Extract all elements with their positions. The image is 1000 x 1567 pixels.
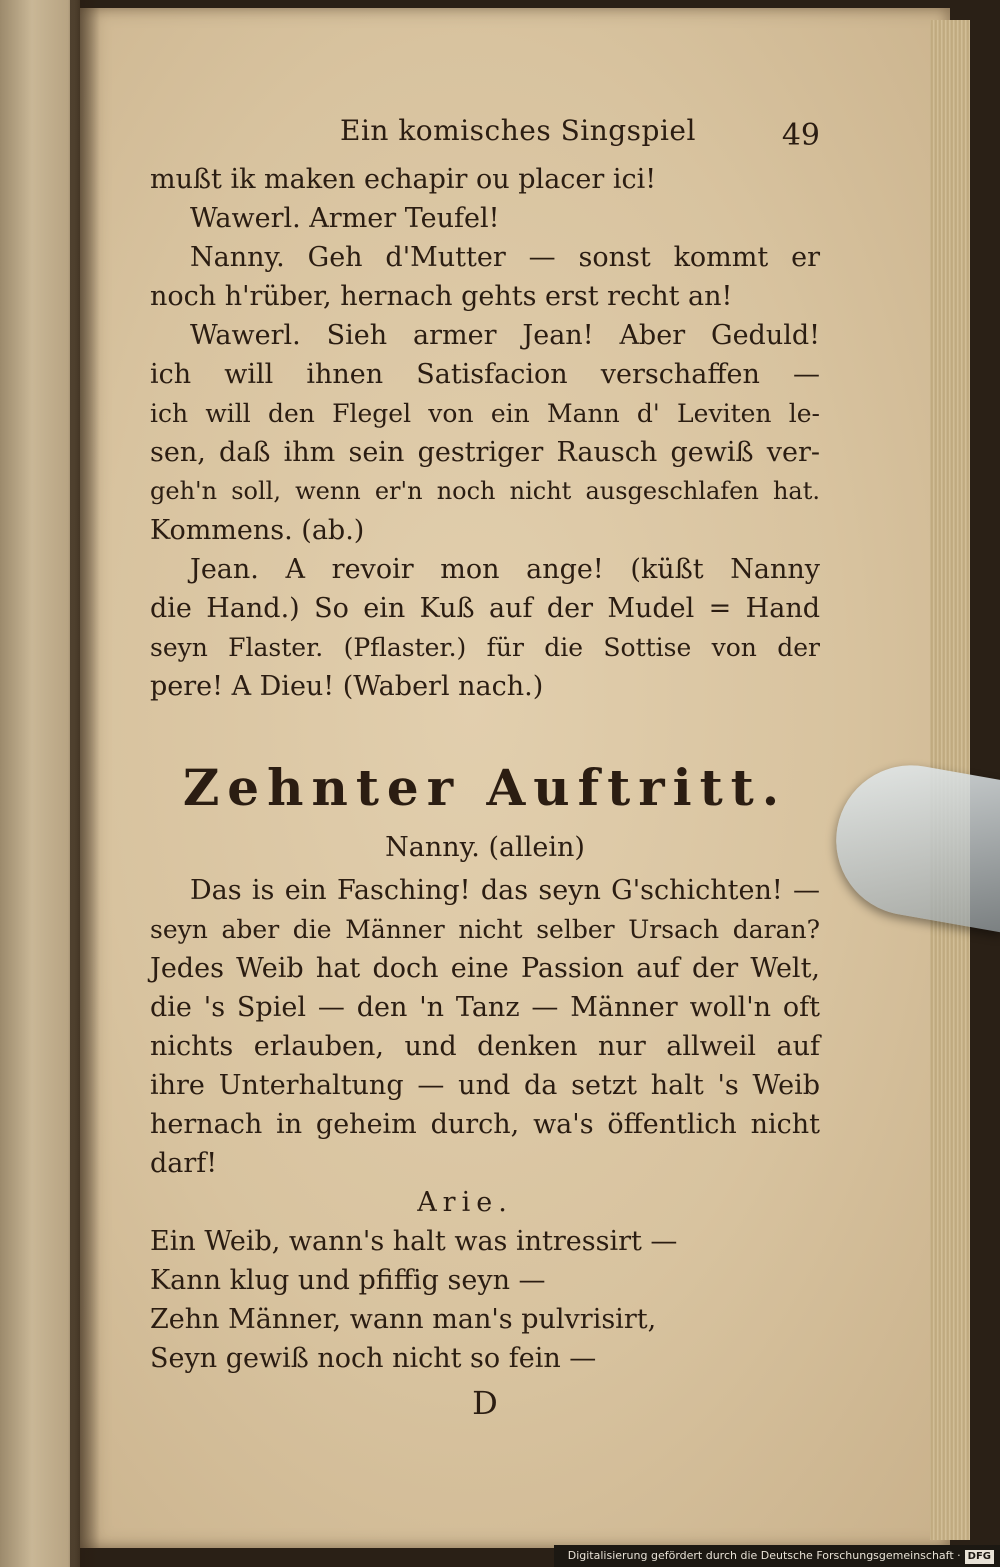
- text-line: Kommens. (ab.): [150, 515, 365, 546]
- text-line: die 's Spiel — den 'n Tanz — Männer woll'n oft: [150, 992, 820, 1023]
- text-line: seyn Flaster. (Pflaster.) für die Sottise von der: [150, 633, 820, 662]
- text-line: Das is ein Fasching! das seyn G'schichten! —: [190, 875, 820, 906]
- aria-line: Ein Weib, wann's halt was intressirt —: [150, 1226, 678, 1257]
- scene-heading: Zehnter Auftritt.: [182, 758, 788, 817]
- aria-line: Seyn gewiß noch nicht so fein —: [150, 1343, 597, 1374]
- text-line: ich will den Flegel von ein Mann d' Leviten le-: [150, 399, 820, 428]
- text-line: darf!: [150, 1148, 218, 1179]
- text-line: hernach in geheim durch, wa's öffentlich nicht: [150, 1109, 820, 1140]
- footer-text: Digitalisierung gefördert durch die Deutsche Forschungsgemeinschaft ·: [567, 1549, 961, 1562]
- signature-mark: D: [472, 1384, 498, 1422]
- text-line: Jean. A revoir mon ange! (küßt Nanny: [190, 554, 820, 585]
- text-line: Jedes Weib hat doch eine Passion auf der Welt,: [150, 953, 820, 984]
- aria-title: Arie.: [417, 1187, 513, 1218]
- text-line: die Hand.) So ein Kuß auf der Mudel = Hand: [150, 593, 820, 624]
- text-line: Wawerl. Armer Teufel!: [190, 203, 500, 234]
- digitization-footer: [554, 1545, 1000, 1567]
- text-line: mußt ik maken echapir ou placer ici!: [150, 164, 657, 195]
- aria-line: Kann klug und pfiffig seyn —: [150, 1265, 546, 1296]
- running-title: Ein komisches Singspiel: [340, 114, 696, 147]
- text-line: ich will ihnen Satisfacion verschaffen —: [150, 359, 820, 390]
- text-line: Wawerl. Sieh armer Jean! Aber Geduld!: [190, 320, 820, 351]
- text-line: geh'n soll, wenn er'n noch nicht ausgeschlafen hat.: [150, 477, 820, 505]
- aria-line: Zehn Männer, wann man's pulvrisirt,: [150, 1304, 657, 1335]
- left-page-edge: [0, 0, 80, 1567]
- page-text: [150, 108, 820, 1422]
- speaker-line: Nanny. (allein): [385, 832, 585, 863]
- text-line: nichts erlauben, und denken nur allweil auf: [150, 1031, 820, 1062]
- spine-shadow: [70, 0, 100, 1567]
- page-header: [150, 108, 820, 160]
- text-line: pere! A Dieu! (Waberl nach.): [150, 671, 544, 702]
- text-line: noch h'rüber, hernach gehts erst recht an!: [150, 281, 733, 312]
- page-number: 49: [781, 118, 820, 153]
- text-line: ihre Unterhaltung — und da setzt halt 's Weib: [150, 1070, 820, 1101]
- text-line: sen, daß ihm sein gestriger Rausch gewiß ver-: [150, 437, 820, 468]
- dfg-logo: DFG: [965, 1550, 994, 1564]
- text-line: Nanny. Geh d'Mutter — sonst kommt er: [190, 242, 820, 273]
- text-line: seyn aber die Männer nicht selber Ursach daran?: [150, 915, 820, 944]
